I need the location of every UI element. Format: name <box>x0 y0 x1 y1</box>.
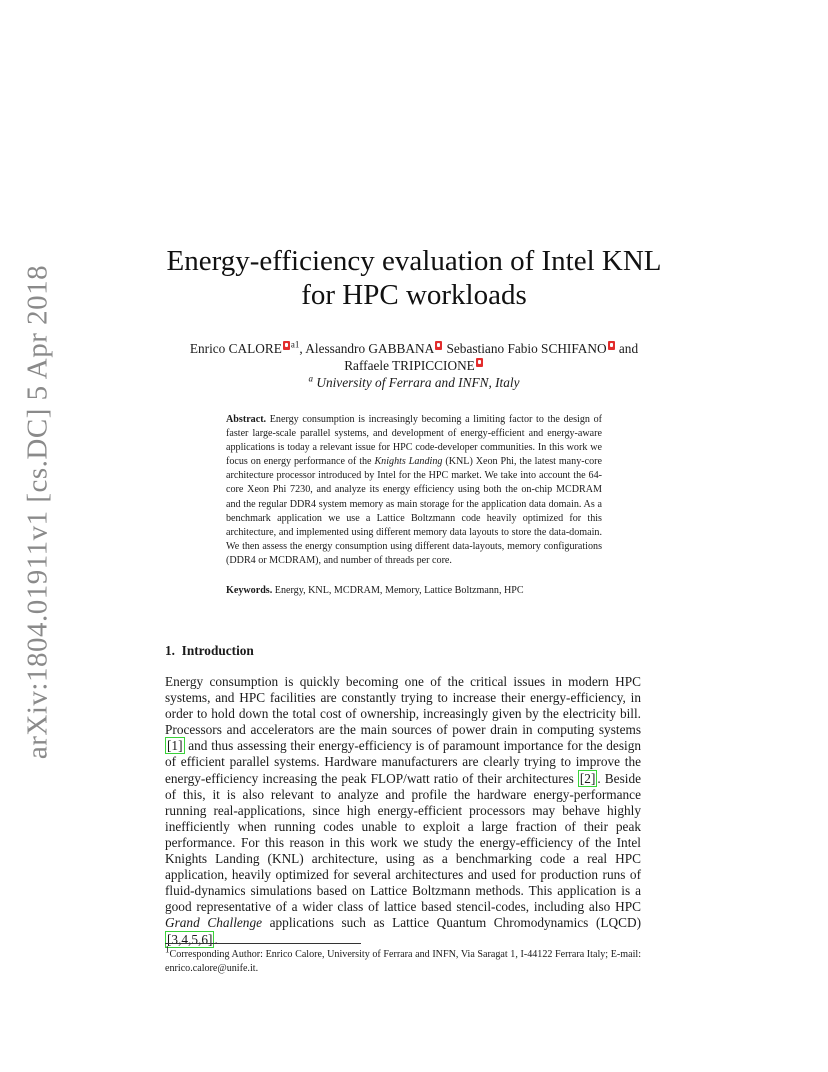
keywords-text: Energy, KNL, MCDRAM, Memory, Lattice Boltzmann, HPC <box>272 585 524 596</box>
author-schifano: Sebastiano Fabio SCHIFANO <box>443 341 607 356</box>
affiliation-mark: a <box>308 373 314 384</box>
footnote-text: Corresponding Author: Enrico Calore, University of Ferrara and INFN, Via Saragat 1, I-44122 Ferrara Italy; E-mail: enrico.calore@unife.it. <box>165 949 641 974</box>
abstract-label: Abstract. <box>226 414 267 425</box>
abstract-emphasis: Knights Landing <box>374 456 443 468</box>
author-calore: Enrico CALORE <box>189 341 282 356</box>
introduction-paragraph <box>165 674 641 948</box>
author-line-1 <box>0 340 828 357</box>
affiliation-mark: a <box>290 339 295 350</box>
paper-title <box>0 244 828 312</box>
author-gabbana: , Alessandro GABBANA <box>299 341 435 356</box>
section-number: 1. <box>165 643 175 658</box>
orcid-icon[interactable] <box>283 341 290 350</box>
arxiv-stamp <box>0 0 60 1072</box>
affiliation <box>0 375 828 391</box>
footnote-divider <box>165 943 361 944</box>
footnote-mark: 1 <box>165 944 170 955</box>
citation-link[interactable]: [2] <box>579 770 596 786</box>
author-line-2 <box>0 357 828 374</box>
abstract <box>226 413 602 568</box>
section-heading <box>165 643 254 659</box>
abstract-text-1: Energy consumption is increasingly becoming a limiting factor to the design of faster large-scale parallel systems, and development of energy-efficient and energy-aware applications is today a relevant issue for HPC code-developer communities. In this work we focus on energy performance of the <box>226 414 602 468</box>
keywords <box>226 584 602 598</box>
keywords-label: Keywords. <box>226 585 273 596</box>
author-tripiccione: Raffaele TRIPICCIONE <box>344 358 475 373</box>
orcid-icon[interactable] <box>476 358 483 367</box>
orcid-icon[interactable] <box>608 341 615 350</box>
body-text: and thus assessing their energy-efficiency is of paramount importance for the design of efficient parallel systems. Hardware manufacturers are clearly trying to improve the energy-efficiency increasing the peak FLOP/watt ratio of their architectures <box>165 738 641 786</box>
citation-link[interactable]: [3,4,5,6] <box>167 931 213 947</box>
author-conjunction: and <box>615 341 639 356</box>
body-text: . Beside of this, it is also relevant to analyze and profile the hardware energy-performance running real-applications, since high energy-efficient processors may behave highly inefficiently when running codes unable to exploit a large fraction of their peak performance. For this reason in this work we study the energy-efficiency of the Intel Knights Landing (KNL) architecture, using as a benchmarking code a real HPC application, heavily optimized for several architectures and used for production runs of fluid-dynamics simulations based on Lattice Boltzmann methods. This application is a good representative of a wider class of lattice based stencil-codes, including also HPC <box>165 770 641 915</box>
footnote-mark: 1 <box>294 339 300 350</box>
orcid-icon[interactable] <box>435 341 442 350</box>
citation-link[interactable]: [1] <box>167 738 183 754</box>
affiliation-text: University of Ferrara and INFN, Italy <box>316 375 520 390</box>
body-text: applications such as Lattice Quantum Chromodynamics (LQCD) <box>262 915 642 931</box>
body-emphasis: Grand Challenge <box>165 915 262 931</box>
author-list <box>0 340 828 374</box>
body-text: Energy consumption is quickly becoming one of the critical issues in modern HPC systems, and HPC facilities are constantly trying to increase their energy-efficiency, in order to hold down the total cost of ownership, increasingly given by the electricity bill. Processors and accelerators are the main sources of power drain in computing systems <box>165 674 641 738</box>
arxiv-identifier: arXiv:1804.01911v1 [cs.DC] 5 Apr 2018 <box>21 264 54 760</box>
footnote <box>165 944 641 976</box>
title-line-1: Energy-efficiency evaluation of Intel KNL <box>166 245 662 277</box>
body-text: . <box>214 931 218 947</box>
title-line-2: for HPC workloads <box>301 279 527 311</box>
abstract-text-2: (KNL) Xeon Phi, the latest many-core architecture processor introduced by Intel for the HPC market. We take into account the 64-core Xeon Phi 7230, and analyze its energy efficiency using both the on-chip MCDRAM and the regular DDR4 system memory as main storage for the application data domain. As a benchmark application we use a Lattice Boltzmann code heavily optimized for this architecture, and implemented using different memory data layouts to store the data-domain. We then assess the energy consumption using different data-layouts, memory configurations (DDR4 or MCDRAM), and number of threads per core. <box>226 456 602 566</box>
section-title: Introduction <box>181 643 254 658</box>
